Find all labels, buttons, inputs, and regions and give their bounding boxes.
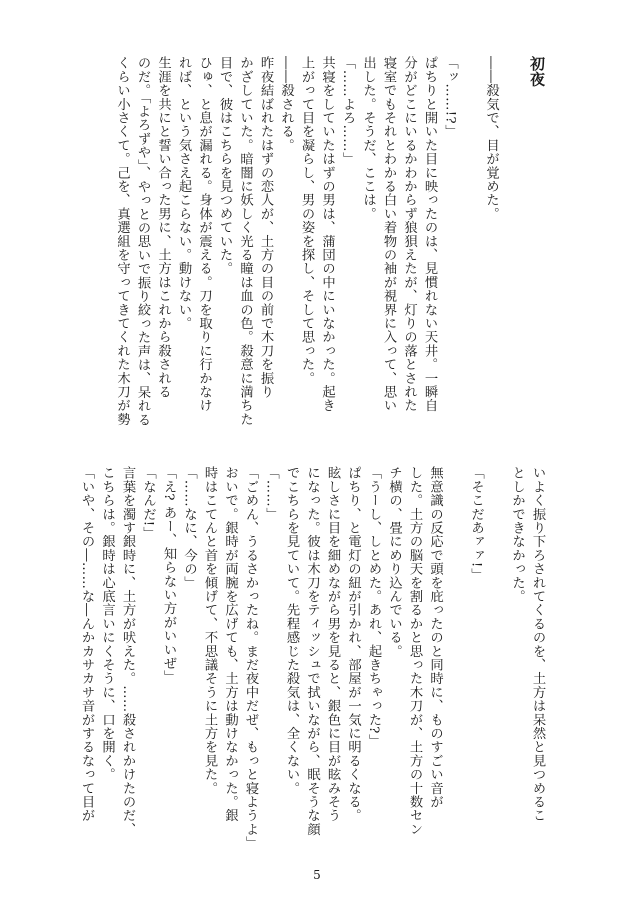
text-line: 「そこだあァァ!」: [468, 466, 484, 582]
text-line: した。土方の脳天を割るかと思った木刀が、土方の十数セン: [407, 466, 422, 836]
text-line: 生涯を共にと誓い合った男に、土方はこれから殺される: [155, 56, 171, 399]
text-line: 「ごめん、うるさかったね。まだ夜中だぜ、もっと寝ようよ」: [243, 466, 258, 850]
text-line: [486, 466, 507, 846]
text-line: 上がって目を凝らし、男の姿を探し、そして思った。: [299, 56, 314, 385]
text-line: 「……」: [263, 466, 279, 521]
text-line: 昨夜結ばれたはずの恋人が、土方の目の前で木刀を振り: [258, 56, 273, 399]
text-line: としかできなかった。: [509, 466, 525, 603]
text-line: ひゅ、と息が漏れる。身体が震える。刀を取りに行かなけ: [196, 56, 212, 413]
chapter-title: 初夜: [528, 56, 546, 87]
text-line: 寝室でもそれとわかる白い着物の袖が視界に入って、思い: [381, 56, 396, 413]
text-line: 時はこてんと首を傾げて、不思議そうに土方を見た。: [202, 466, 217, 795]
text-line: 「……なに、今の」: [181, 466, 197, 590]
text-line: のだ。「よろずや」、やっとの思いで振り絞った声は、呆れる: [135, 56, 150, 427]
upper-text-block: [111, 56, 547, 436]
text-line: 「いや、その―……な―んかカサカサ音がするなって目が: [79, 466, 94, 823]
text-line: になった。彼は木刀をティッシュで拭いながら、眠そうな顔: [304, 466, 320, 836]
text-line: ――殺される。: [278, 56, 294, 152]
text-line: れば、という気さえ起こらない。動けない。: [176, 56, 191, 330]
text-line: くらい小さくて。己を、真選組を守ってきてくれた木刀が勢: [114, 56, 130, 426]
text-line: おいで。銀時が両腕を広げても、土方は動けなかった。銀: [222, 466, 238, 823]
text-line: かざしていた。暗闇に妖しく光る瞳は血の色。殺意に満ちた: [237, 56, 253, 426]
page-number: 5: [313, 868, 321, 882]
text-line: 「……よろ……」: [340, 56, 355, 166]
text-line: 出した。そうだ、ここは。: [360, 56, 376, 221]
text-line: ――殺気で、目が覚めた。: [483, 56, 499, 221]
text-line: こちらは。銀時は心底言いにくそうに、口を開く。: [99, 466, 115, 782]
text-line: 「なんだ!」: [140, 466, 156, 541]
text-line: 目で、彼はこちらを見つめていた。: [217, 56, 232, 276]
text-line: ぱちり、と電灯の紐が引かれ、部屋が一気に明るくなる。: [345, 466, 361, 823]
text-line: でこちらを見ていて。先程感じた殺気は、全くない。: [284, 466, 299, 795]
text-line: 「うーし、しとめた。あれ、起きちゃった?」: [366, 466, 381, 748]
text-line: 無意識の反応で頭を庇ったのと同時に、ものすごい音が: [427, 466, 443, 809]
text-line: 眩しさに目を細めながら男を見ると、銀色に目が眩みそう: [325, 466, 340, 823]
text-line: 「え? あー、知らない方がいいぜ」: [161, 466, 176, 684]
text-line: 共寝をしていたはずの男は、蒲団の中にいなかった。起き: [319, 56, 335, 413]
text-line: 言葉を濁す銀時に、土方が吠えた。……殺されかけたのだ、: [120, 466, 135, 836]
text-line: [460, 56, 481, 436]
text-line: [445, 466, 466, 846]
text-line: ぱちりと開いた目に映ったのは、見慣れない天井。一瞬自: [422, 56, 437, 413]
text-line: 「ッ……!?」: [442, 56, 458, 138]
text-line: チ横の、畳にめり込んでいる。: [386, 466, 402, 658]
text-line: 分がどこにいるかわからず狼狽えたが、灯りの落とされた: [401, 56, 417, 413]
text-line: いよく振り下ろされてくるのを、土方は呆然と見つめるこ: [530, 466, 545, 823]
lower-text-block: [76, 466, 548, 850]
